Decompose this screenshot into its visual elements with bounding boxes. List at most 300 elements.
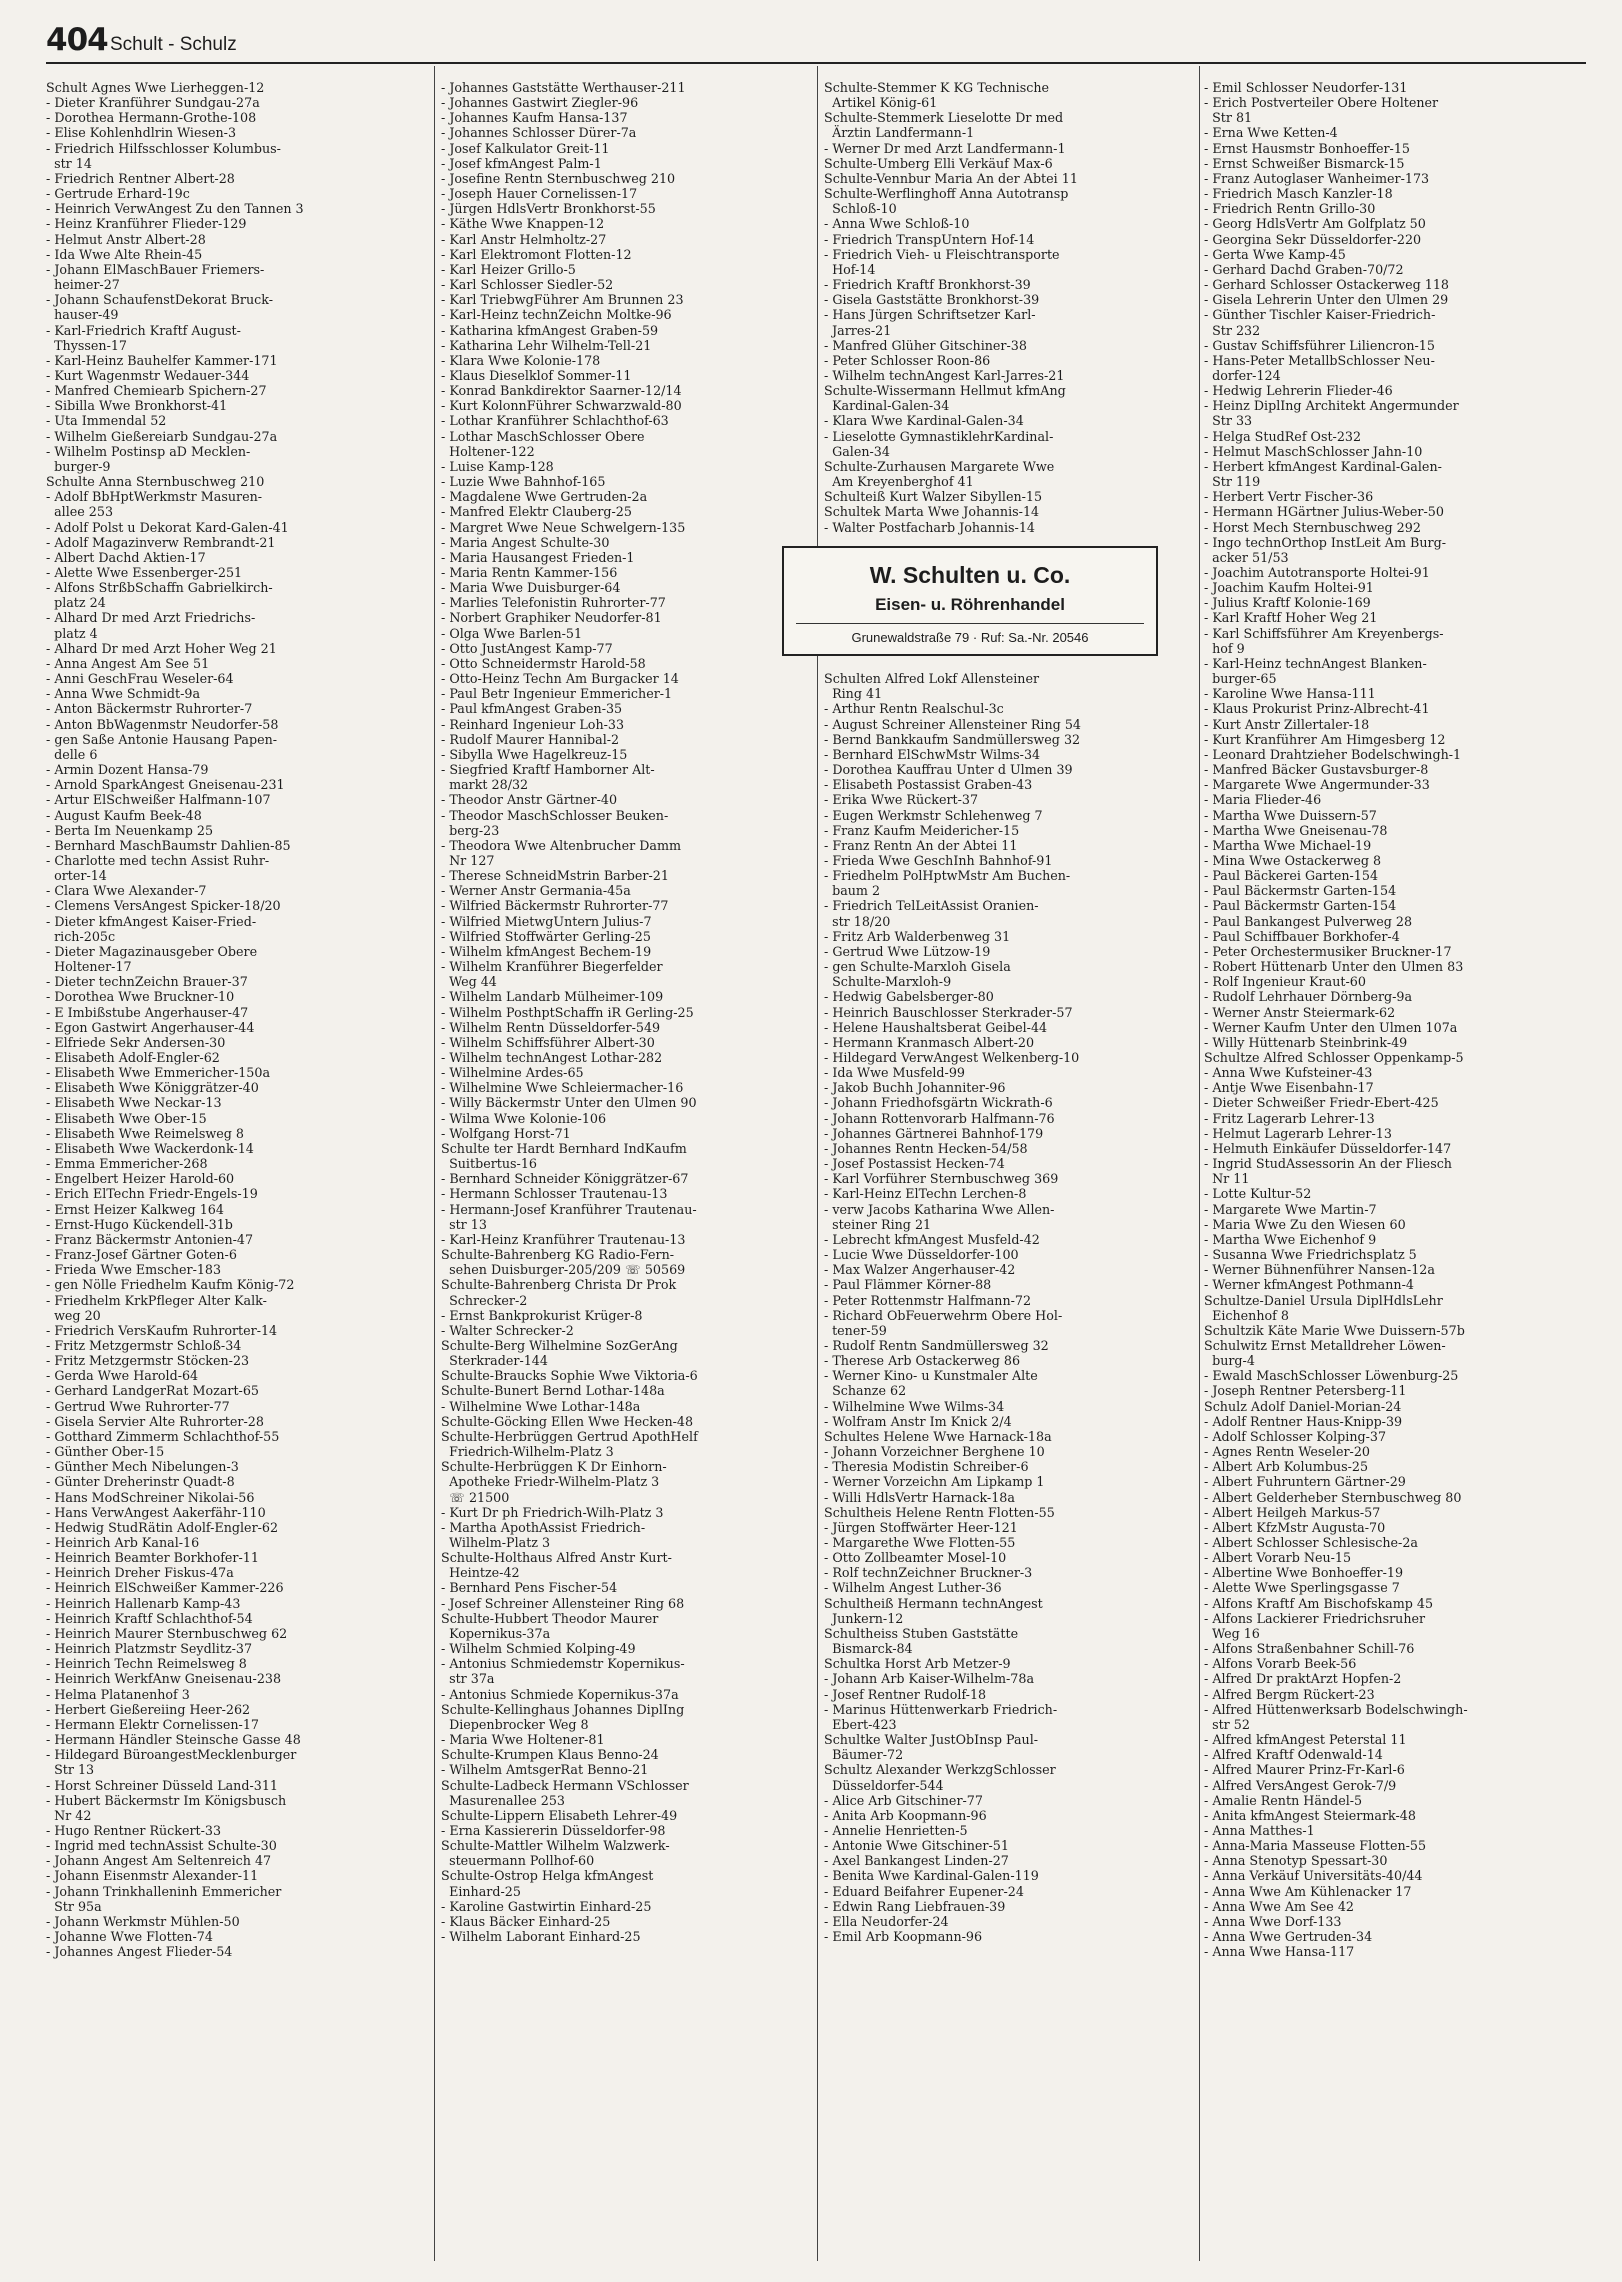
directory-entry: - Theodora Wwe Altenbrucher Damm	[441, 837, 682, 853]
directory-entry: Schultze Alfred Schlosser Oppenkamp-5	[1204, 1050, 1464, 1065]
directory-entry: - Heinz DiplIng Architekt Angermunder	[1204, 398, 1459, 414]
directory-entry: - Helmuth Einkäufer Düsseldorfer-147	[1204, 1140, 1452, 1156]
directory-entry: str 52	[1204, 1716, 1250, 1732]
directory-entry: - Wilhelm technAngest Lothar-282	[441, 1050, 663, 1065]
directory-entry: Schulte-Bahrenberg Christa Dr Prok	[441, 1277, 677, 1293]
directory-entry: - Rudolf Maurer Hannibal-2	[441, 731, 620, 747]
directory-entry: - Ernst-Hugo Kückendell-31b	[46, 1216, 233, 1232]
directory-entry: - Annelie Henrietten-5	[824, 1822, 968, 1838]
directory-entry: - Martha Wwe Duissern-57	[1204, 807, 1377, 823]
directory-entry: - Karl-Heinz Bauhelfer Kammer-171	[46, 352, 278, 368]
directory-entry: - Peter Rottenmstr Halfmann-72	[824, 1292, 1032, 1308]
directory-entry: - Elisabeth Adolf-Engler-62	[46, 1050, 220, 1065]
directory-entry: Str 81	[1204, 110, 1253, 126]
directory-entry: - Hans VerwAngest Aakerfähr-110	[46, 1504, 266, 1520]
directory-entry: - Gerda Wwe Harold-64	[46, 1368, 199, 1384]
directory-entry: Junkern-12	[824, 1610, 904, 1626]
directory-entry: - Otto Zollbeamter Mosel-10	[824, 1550, 1007, 1566]
directory-entry: - Hermann Schlosser Trautenau-13	[441, 1186, 668, 1202]
directory-entry: - Alfons Lackierer Friedrichsruher	[1204, 1610, 1426, 1626]
directory-entry: - Hans-Peter MetallbSchlosser Neu-	[1204, 352, 1435, 368]
directory-entry: orter-14	[46, 868, 107, 884]
directory-entry: weg 20	[46, 1307, 101, 1323]
directory-entry: - Norbert Graphiker Neudorfer-81	[441, 610, 662, 626]
directory-entry: - Helene Haushaltsberat Geibel-44	[824, 1019, 1048, 1035]
directory-entry: - Gerhard Dachd Graben-70/72	[1204, 261, 1404, 277]
directory-entry: - Katharina kfmAngest Graben-59	[441, 322, 659, 338]
directory-entry: - Margarete Wwe Angermunder-33	[1204, 777, 1430, 793]
directory-entry: - Karl-Friedrich Kraftf August-	[46, 322, 241, 338]
directory-entry: - Wilfried MietwgUntern Julius-7	[441, 913, 652, 929]
directory-entry: - Joseph Rentner Petersberg-11	[1204, 1383, 1407, 1399]
directory-entry: - Friedrich Rentn Grillo-30	[1204, 201, 1376, 217]
directory-entry: - Anita Arb Koopmann-96	[824, 1807, 987, 1823]
directory-entry: Hof-14	[824, 261, 876, 277]
directory-entry: - Dorothea Kauffrau Unter d Ulmen 39	[824, 762, 1073, 778]
directory-entry: acker 51/53	[1204, 549, 1289, 565]
directory-entry: - Werner kfmAngest Pothmann-4	[1204, 1277, 1414, 1293]
directory-columns	[46, 66, 1586, 2266]
directory-entry: - Kurt Dr ph Friedrich-Wilh-Platz 3	[441, 1504, 664, 1520]
directory-entry: - Albert Arb Kolumbus-25	[1204, 1459, 1369, 1475]
directory-entry: - Ewald MaschSchlosser Löwenburg-25	[1204, 1368, 1459, 1384]
page-header	[46, 22, 1586, 64]
directory-entry: Schulte-Holthaus Alfred Anstr Kurt-	[441, 1550, 672, 1566]
directory-entry: - Axel Bankangest Linden-27	[824, 1853, 1009, 1869]
directory-entry: - Bernhard MaschBaumstr Dahlien-85	[46, 837, 291, 853]
directory-entry: delle 6	[46, 746, 98, 762]
directory-entry: - Dieter Kranführer Sundgau-27a	[46, 95, 260, 111]
directory-entry: - Horst Schreiner Düsseld Land-311	[46, 1777, 278, 1793]
directory-entry: - Käthe Wwe Knappen-12	[441, 216, 605, 232]
directory-entry: - Hildegard BüroangestMecklenburger	[46, 1747, 297, 1763]
directory-entry: Schulte-Stemmerk Lieselotte Dr med	[824, 110, 1064, 126]
directory-entry: - Hedwig Lehrerin Flieder-46	[1204, 383, 1393, 399]
directory-entry: - gen Schulte-Marxloh Gisela	[824, 959, 1011, 975]
directory-entry: - Paul Betr Ingenieur Emmericher-1	[441, 686, 673, 702]
directory-entry: - Josef Postassist Hecken-74	[824, 1156, 1005, 1172]
directory-entry: - Herbert Vertr Fischer-36	[1204, 489, 1374, 505]
directory-entry: - Sibilla Wwe Bronkhorst-41	[46, 398, 228, 414]
directory-entry: - Martha Wwe Gneisenau-78	[1204, 822, 1388, 838]
directory-entry: - Alfred Bergm Rückert-23	[1204, 1686, 1375, 1702]
directory-entry: - Adolf Polst u Dekorat Kard-Galen-41	[46, 519, 289, 535]
advert-divider	[796, 623, 1144, 624]
directory-entry: - Wilhelm Schiffsführer Albert-30	[441, 1034, 655, 1050]
directory-entry: - Klaus Prokurist Prinz-Albrecht-41	[1204, 701, 1430, 717]
directory-entry: - Anni GeschFrau Weseler-64	[46, 671, 234, 687]
directory-entry: - Heinrich WerkfAnw Gneisenau-238	[46, 1671, 282, 1687]
directory-entry: Schultheiss Stuben Gaststätte	[824, 1625, 1019, 1641]
directory-entry: Str 95a	[46, 1898, 102, 1914]
directory-entry: - Hermann Elektr Cornelissen-17	[46, 1716, 259, 1732]
directory-entry: platz 4	[46, 625, 98, 641]
directory-entry: heimer-27	[46, 277, 120, 293]
directory-entry: - Helmut MaschSchlosser Jahn-10	[1204, 443, 1423, 459]
directory-entry: - Karl-Heinz Kranführer Trautenau-13	[441, 1231, 686, 1247]
directory-entry: - Elise Kohlenhdlrin Wiesen-3	[46, 125, 237, 141]
directory-entry: - Werner Kino- u Kunstmaler Alte	[824, 1368, 1038, 1384]
directory-entry: Sterkrader-144	[441, 1353, 548, 1369]
directory-entry: - Wilhelmine Wwe Schleiermacher-16	[441, 1080, 684, 1096]
directory-entry: - Erika Wwe Rückert-37	[824, 792, 979, 808]
directory-entry: - Klara Wwe Kolonie-178	[441, 352, 601, 368]
directory-entry: sehen Duisburger-205/209 ☏ 50569	[441, 1262, 686, 1278]
directory-entry: - Wilfried Bäckermstr Ruhrorter-77	[441, 898, 669, 914]
directory-entry: - August Kaufm Beek-48	[46, 807, 202, 823]
directory-entry: Schulte Anna Sternbuschweg 210	[46, 474, 265, 490]
directory-entry: - Joseph Hauer Cornelissen-17	[441, 186, 638, 202]
directory-entry: rich-205c	[46, 928, 116, 944]
directory-entry: - Hedwig Gabelsberger-80	[824, 989, 994, 1005]
directory-entry: - Manfred Glüher Gitschiner-38	[824, 337, 1027, 353]
advert-subtitle: Eisen- u. Röhrenhandel	[875, 595, 1065, 614]
directory-entry: - Wilhelm Laborant Einhard-25	[441, 1929, 641, 1945]
directory-entry: - Friedrich Masch Kanzler-18	[1204, 186, 1393, 202]
directory-entry: - Therese SchneidMstrin Barber-21	[441, 868, 669, 884]
directory-entry: - Willi HdlsVertr Harnack-18a	[824, 1489, 1015, 1505]
directory-entry: Schulte-Stemmer K KG Technische	[824, 80, 1050, 95]
directory-entry: Nr 42	[46, 1807, 92, 1823]
directory-entry: - Wilhelm Angest Luther-36	[824, 1580, 1002, 1596]
directory-entry: - Ingo technOrthop InstLeit Am Burg-	[1204, 534, 1446, 550]
directory-entry: - Leonard Drahtzieher Bodelschwingh-1	[1204, 746, 1462, 762]
directory-entry: - Anton Bäckermstr Ruhrorter-7	[46, 701, 253, 717]
directory-entry: - Charlotte med techn Assist Ruhr-	[46, 852, 270, 868]
directory-entry: - Karl Schlosser Siedler-52	[441, 277, 614, 293]
directory-entry: - Maria Wwe Duisburger-64	[441, 580, 621, 596]
directory-entry: - Karl Kraftf Hoher Weg 21	[1204, 610, 1378, 626]
directory-entry: Schulz Adolf Daniel-Morian-24	[1204, 1398, 1402, 1414]
directory-entry: - Elisabeth Postassist Graben-43	[824, 777, 1033, 793]
directory-entry: - Maria Angest Schulte-30	[441, 534, 610, 550]
directory-entry: baum 2	[824, 883, 881, 899]
directory-entry: dorfer-124	[1204, 367, 1281, 383]
directory-entry: Schulte-Bahrenberg KG Radio-Fern-	[441, 1247, 675, 1263]
directory-entry: - Bernd Bankkaufm Sandmüllersweg 32	[824, 731, 1081, 747]
directory-entry: Friedrich-Wilhelm-Platz 3	[441, 1444, 614, 1460]
directory-entry: str 14	[46, 155, 92, 171]
directory-entry: - Theodor MaschSchlosser Beuken-	[441, 807, 669, 823]
directory-entry: Schulteiß Kurt Walzer Sibyllen-15	[824, 489, 1043, 505]
directory-entry: - Anna Wwe Schloß-10	[824, 216, 970, 232]
directory-entry: - Elisabeth Wwe Neckar-13	[46, 1095, 222, 1111]
directory-entry: Diepenbrocker Weg 8	[441, 1716, 589, 1732]
directory-entry: - Ella Neudorfer-24	[824, 1913, 949, 1929]
directory-entry: Schrecker-2	[441, 1292, 528, 1308]
directory-entry: - Friedrich Rentner Albert-28	[46, 170, 235, 186]
directory-entry: Schulte-Marxloh-9	[824, 974, 952, 990]
directory-entry: - Friedrich TranspUntern Hof-14	[824, 231, 1035, 247]
directory-entry: - Willy Bäckermstr Unter den Ulmen 90	[441, 1095, 697, 1111]
directory-entry: steiner Ring 21	[824, 1216, 932, 1232]
directory-entry: berg-23	[441, 822, 500, 838]
directory-entry: - Joachim Kaufm Holtei-91	[1204, 580, 1374, 596]
directory-entry: - Günter Dreherinstr Quadt-8	[46, 1474, 235, 1490]
directory-entry: - Gisela Lehrerin Unter den Ulmen 29	[1204, 292, 1449, 308]
directory-entry: - Karl-Heinz ElTechn Lerchen-8	[824, 1186, 1027, 1202]
directory-entry: - Marlies Telefonistin Ruhrorter-77	[441, 595, 666, 611]
directory-entry: - Maria Hausangest Frieden-1	[441, 549, 635, 565]
directory-entry: Ärztin Landfermann-1	[824, 125, 975, 141]
directory-entry: - Alfred Kraftf Odenwald-14	[1204, 1747, 1383, 1763]
directory-entry: - Elisabeth Wwe Königgrätzer-40	[46, 1080, 259, 1096]
directory-entry: - Emil Arb Koopmann-96	[824, 1929, 983, 1945]
directory-entry: - Johanne Wwe Flotten-74	[46, 1929, 213, 1945]
directory-entry: Schulte-Kellinghaus Johannes DiplIng	[441, 1701, 685, 1717]
directory-entry: - Gertrud Wwe Lützow-19	[824, 943, 991, 959]
directory-entry: - verw Jacobs Katharina Wwe Allen-	[824, 1201, 1055, 1217]
directory-entry: - Heinrich Maurer Sternbuschweg 62	[46, 1625, 288, 1641]
directory-entry: Schultheis Helene Rentn Flotten-55	[824, 1504, 1055, 1520]
directory-entry: - Alfons Kraftf Am Bischofskamp 45	[1204, 1595, 1434, 1611]
company-advertisement	[782, 546, 1158, 656]
directory-entry: - Alfons Straßenbahner Schill-76	[1204, 1641, 1415, 1657]
directory-entry: - Maria Flieder-46	[1204, 792, 1322, 808]
directory-entry: - Fritz Arb Walderbenweg 31	[824, 928, 1011, 944]
directory-entry: - Alette Wwe Sperlingsgasse 7	[1204, 1580, 1400, 1596]
directory-entry: - Lebrecht kfmAngest Musfeld-42	[824, 1231, 1040, 1247]
directory-entry: - Franz-Josef Gärtner Goten-6	[46, 1247, 237, 1263]
directory-entry: - Frieda Wwe GeschInh Bahnhof-91	[824, 852, 1053, 868]
page-number: 404	[46, 22, 108, 58]
directory-entry: - Johannes Rentn Hecken-54/58	[824, 1140, 1028, 1156]
directory-entry: - Günther Ober-15	[46, 1444, 165, 1460]
directory-entry: Ebert-423	[824, 1716, 897, 1732]
directory-entry: - Johann Arb Kaiser-Wilhelm-78a	[824, 1671, 1035, 1687]
directory-entry: - Reinhard Ingenieur Loh-33	[441, 716, 625, 732]
directory-entry: - Erna Kassiererin Düsseldorfer-98	[441, 1822, 666, 1838]
directory-entry: - Engelbert Heizer Harold-60	[46, 1171, 235, 1187]
directory-entry: Einhard-25	[441, 1883, 521, 1899]
directory-entry: - Artur ElSchweißer Halfmann-107	[46, 792, 271, 808]
directory-entry: - Alette Wwe Essenberger-251	[46, 565, 243, 580]
directory-entry: - Benita Wwe Kardinal-Galen-119	[824, 1868, 1039, 1884]
directory-entry: - Anna-Maria Masseuse Flotten-55	[1204, 1838, 1427, 1854]
directory-entry: hof 9	[1204, 640, 1245, 656]
directory-entry: - Gertrude Erhard-19c	[46, 186, 190, 202]
directory-entry: Am Kreyenberghof 41	[824, 474, 974, 490]
directory-entry: - Heinz Kranführer Flieder-129	[46, 216, 247, 232]
directory-entry: - Friedrich Kraftf Bronkhorst-39	[824, 277, 1031, 293]
directory-entry: - Günther Mech Nibelungen-3	[46, 1459, 239, 1475]
directory-entry: - Maria Wwe Zu den Wiesen 60	[1204, 1216, 1406, 1232]
directory-column-2	[441, 80, 821, 2260]
directory-entry: - Fritz Metzgermstr Stöcken-23	[46, 1353, 250, 1369]
directory-entry: - Willy Hüttenarb Steinbrink-49	[1204, 1034, 1408, 1050]
directory-entry: - Hermann-Josef Kranführer Trautenau-	[441, 1201, 697, 1217]
directory-entry: - Johann Trinkhalleninh Emmericher	[46, 1883, 282, 1899]
directory-entry: - Josef Schreiner Allensteiner Ring 68	[441, 1595, 685, 1611]
directory-entry: - Emma Emmericher-268	[46, 1156, 208, 1172]
directory-entry: - Manfred Chemiearb Spichern-27	[46, 383, 267, 399]
directory-entry: - Margarete Wwe Martin-7	[1204, 1201, 1377, 1217]
directory-entry: - Wilhelmine Ardes-65	[441, 1065, 584, 1081]
directory-entry: - Karl Heizer Grillo-5	[441, 261, 576, 277]
directory-entry: - Wilhelm kfmAngest Bechem-19	[441, 943, 652, 959]
column-rule	[434, 66, 435, 2261]
directory-entry: - Anna Stenotyp Spessart-30	[1204, 1853, 1388, 1869]
directory-entry: - Hubert Bäckermstr Im Königsbusch	[46, 1792, 287, 1808]
directory-entry: - Karl Schiffsführer Am Kreyenbergs-	[1204, 625, 1444, 641]
directory-entry: - Josef Kalkulator Greit-11	[441, 140, 610, 156]
directory-entry: Nr 127	[441, 852, 495, 868]
directory-entry: Str 119	[1204, 474, 1261, 490]
directory-entry: - Wilhelm PosthptSchaffn iR Gerling-25	[441, 1004, 694, 1020]
directory-entry: - Rudolf Rentn Sandmüllersweg 32	[824, 1337, 1049, 1353]
directory-entry: - Alfred kfmAngest Peterstal 11	[1204, 1732, 1407, 1748]
directory-entry: Schulte-Umberg Elli Verkäuf Max-6	[824, 155, 1053, 171]
directory-entry: Galen-34	[824, 443, 890, 459]
directory-entry: - Wilhelm Schmied Kolping-49	[441, 1641, 636, 1657]
directory-entry: - Kurt KolonnFührer Schwarzwald-80	[441, 398, 682, 414]
directory-entry: - Anton BbWagenmstr Neudorfer-58	[46, 716, 279, 732]
directory-entry: - Anna Wwe Dorf-133	[1204, 1913, 1342, 1929]
directory-entry: - Luise Kamp-128	[441, 458, 554, 474]
directory-entry: - Friedrich VersKaufm Ruhrorter-14	[46, 1322, 278, 1338]
directory-entry: - Wilhelmine Wwe Lothar-148a	[441, 1398, 641, 1414]
directory-entry: - gen Saße Antonie Hausang Papen-	[46, 731, 278, 747]
directory-entry: - Georgina Sekr Düsseldorfer-220	[1204, 231, 1422, 247]
directory-entry: - Fritz Lagerarb Lehrer-13	[1204, 1110, 1375, 1126]
directory-entry: - Lucie Wwe Düsseldorfer-100	[824, 1247, 1019, 1263]
directory-entry: - Egon Gastwirt Angerhauser-44	[46, 1019, 255, 1035]
directory-entry: Str 33	[1204, 413, 1253, 429]
directory-entry: allee 253	[46, 504, 114, 520]
directory-entry: Schulte-Herbrüggen K Dr Einhorn-	[441, 1459, 667, 1475]
directory-entry: Nr 11	[1204, 1171, 1250, 1187]
directory-entry: - Werner Anstr Steiermark-62	[1204, 1004, 1396, 1020]
directory-entry: - Alfred Hüttenwerksarb Bodelschwingh-	[1204, 1701, 1468, 1717]
directory-entry: - Richard ObFeuerwehrm Obere Hol-	[824, 1307, 1063, 1323]
directory-entry: - Klaus Bäcker Einhard-25	[441, 1913, 611, 1929]
directory-entry: - Karl Anstr Helmholtz-27	[441, 231, 607, 247]
directory-entry: - Heinrich Bauschlosser Sterkrader-57	[824, 1004, 1073, 1020]
directory-entry: - Walter Postfacharb Johannis-14	[824, 519, 1035, 535]
directory-entry: Schulte-Zurhausen Margarete Wwe	[824, 458, 1055, 474]
directory-entry: - Kurt Kranführer Am Himgesberg 12	[1204, 731, 1446, 747]
directory-entry: - Franz Bäckermstr Antonien-47	[46, 1231, 254, 1247]
directory-entry: - Margarethe Wwe Flotten-55	[824, 1535, 1016, 1550]
directory-entry: - Wolfgang Horst-71	[441, 1125, 571, 1141]
directory-entry: - Eduard Beifahrer Eupener-24	[824, 1883, 1024, 1899]
directory-entry: - Johann Rottenvorarb Halfmann-76	[824, 1110, 1055, 1126]
directory-entry: - Erich Postverteiler Obere Holtener	[1204, 95, 1439, 111]
directory-entry: - Gustav Schiffsführer Liliencron-15	[1204, 337, 1435, 353]
directory-entry: - Martha Wwe Michael-19	[1204, 837, 1372, 853]
directory-entry: - Karl-Heinz technZeichn Moltke-96	[441, 307, 672, 323]
directory-entry: - Ernst Hausmstr Bonhoeffer-15	[1204, 140, 1410, 156]
directory-entry: - Heinrich VerwAngest Zu den Tannen 3	[46, 201, 304, 217]
directory-entry: - Antonius Schmiede Kopernikus-37a	[441, 1686, 679, 1702]
directory-entry: Schultke Walter JustObInsp Paul-	[824, 1732, 1039, 1748]
directory-entry: - Berta Im Neuenkamp 25	[46, 822, 214, 838]
directory-entry: - Antje Wwe Eisenbahn-17	[1204, 1080, 1374, 1096]
directory-entry: - Heinrich Techn Reimelsweg 8	[46, 1656, 247, 1672]
directory-entry: Schloß-10	[824, 201, 897, 217]
directory-entry: - Konrad Bankdirektor Saarner-12/14	[441, 383, 682, 399]
directory-entry: - Herbert Gießereiing Heer-262	[46, 1701, 251, 1717]
directory-entry: - Otto-Heinz Techn Am Burgacker 14	[441, 671, 679, 687]
directory-entry: - Wolfram Anstr Im Knick 2/4	[824, 1413, 1012, 1429]
directory-entry: Bäumer-72	[824, 1747, 904, 1763]
directory-entry: - Werner Bühnenführer Nansen-12a	[1204, 1262, 1435, 1278]
directory-entry: - Max Walzer Angerhauser-42	[824, 1262, 1016, 1278]
directory-entry: - Heinrich Kraftf Schlachthof-54	[46, 1610, 253, 1626]
directory-entry: platz 24	[46, 595, 106, 611]
directory-entry: - Clemens VersAngest Spicker-18/20	[46, 898, 281, 914]
directory-entry: - Dieter technZeichn Brauer-37	[46, 974, 248, 990]
directory-column-1	[46, 80, 428, 2260]
directory-entry: - Gerta Wwe Kamp-45	[1204, 246, 1346, 262]
directory-entry: - Gertrud Wwe Ruhrorter-77	[46, 1398, 230, 1414]
directory-entry: Düsseldorfer-544	[824, 1777, 944, 1793]
directory-entry: - Frieda Wwe Emscher-183	[46, 1262, 222, 1278]
directory-entry: - Adolf Magazinverw Rembrandt-21	[46, 534, 276, 550]
directory-entry: - Lothar Kranführer Schlachthof-63	[441, 413, 669, 429]
directory-entry: - Wilhelmine Wwe Wilms-34	[824, 1398, 1005, 1414]
directory-entry: - Johann Angest Am Seltenreich 47	[46, 1853, 272, 1869]
directory-entry: - Agnes Rentn Weseler-20	[1204, 1444, 1370, 1460]
directory-entry: Schulte-Ostrop Helga kfmAngest	[441, 1868, 654, 1884]
directory-entry: Schultka Horst Arb Metzer-9	[824, 1656, 1011, 1672]
directory-entry: - Hans Jürgen Schriftsetzer Karl-	[824, 307, 1036, 323]
directory-entry: - Lotte Kultur-52	[1204, 1186, 1312, 1202]
directory-entry: - Alfons Vorarb Beek-56	[1204, 1656, 1357, 1672]
directory-entry: - Hans ModSchreiner Nikolai-56	[46, 1489, 255, 1505]
directory-entry: - Adolf Schlosser Kolping-37	[1204, 1428, 1387, 1444]
directory-entry: - Magdalene Wwe Gertruden-2a	[441, 489, 648, 505]
directory-entry: - Armin Dozent Hansa-79	[46, 762, 209, 778]
directory-entry: - Karl-Heinz technAngest Blanken-	[1204, 655, 1427, 671]
directory-entry: - Wilhelm Kranführer Biegerfelder	[441, 959, 663, 975]
directory-entry: Schultheiß Hermann technAngest	[824, 1595, 1043, 1611]
directory-entry: - Theresia Modistin Schreiber-6	[824, 1459, 1029, 1475]
directory-entry: - E Imbißstube Angerhauser-47	[46, 1004, 249, 1020]
directory-entry: - Heinrich Platzmstr Seydlitz-37	[46, 1641, 253, 1657]
directory-entry: Schulte-Vennbur Maria An der Abtei 11	[824, 170, 1078, 186]
directory-entry: Schulte-Berg Wilhelmine SozGerAng	[441, 1337, 678, 1353]
directory-entry: Schultek Marta Wwe Johannis-14	[824, 504, 1040, 520]
directory-entry: Weg 44	[441, 974, 497, 990]
directory-entry: - Bernhard Schneider Königgrätzer-67	[441, 1171, 689, 1187]
directory-entry: - Ingrid StudAssessorin An der Fliesch	[1204, 1156, 1452, 1172]
directory-entry: - Albert Schlosser Schlesische-2a	[1204, 1535, 1418, 1550]
directory-entry: - Anna Verkäuf Universitäts-40/44	[1204, 1868, 1423, 1884]
directory-entry: - Werner Dr med Arzt Landfermann-1	[824, 140, 1066, 156]
directory-entry: - Ingrid med technAssist Schulte-30	[46, 1838, 277, 1854]
directory-entry: - Hermann Kranmasch Albert-20	[824, 1034, 1035, 1050]
directory-entry: - Albert Vorarb Neu-15	[1204, 1550, 1352, 1566]
directory-entry: - Arnold SparkAngest Gneisenau-231	[46, 777, 285, 793]
directory-entry: Schulwitz Ernst Metalldreher Löwen-	[1204, 1337, 1446, 1353]
directory-entry: - Werner Kaufm Unter den Ulmen 107a	[1204, 1019, 1458, 1035]
directory-entry: - Dorothea Wwe Bruckner-10	[46, 989, 235, 1005]
directory-entry: - Manfred Elektr Clauberg-25	[441, 504, 632, 520]
directory-entry: - Johannes Gaststätte Werthauser-211	[441, 80, 686, 95]
directory-entry: - Ernst Schweißer Bismarck-15	[1204, 155, 1405, 171]
directory-entry: - Hermann Händler Steinsche Gasse 48	[46, 1732, 301, 1748]
directory-entry: - Alice Arb Gitschiner-77	[824, 1792, 983, 1808]
directory-entry: - Karl Vorführer Sternbuschweg 369	[824, 1171, 1059, 1187]
directory-entry: Holtener-122	[441, 443, 535, 459]
directory-entry: - Sibylla Wwe Hagelkreuz-15	[441, 746, 628, 762]
directory-entry: - Alfred Maurer Prinz-Fr-Karl-6	[1204, 1762, 1405, 1778]
directory-entry: - Paul Bäckermstr Garten-154	[1204, 898, 1397, 914]
directory-entry: - Siegfried Kraftf Hamborner Alt-	[441, 762, 655, 778]
directory-entry: - Therese Arb Ostackerweg 86	[824, 1353, 1021, 1369]
directory-entry	[824, 656, 1244, 671]
